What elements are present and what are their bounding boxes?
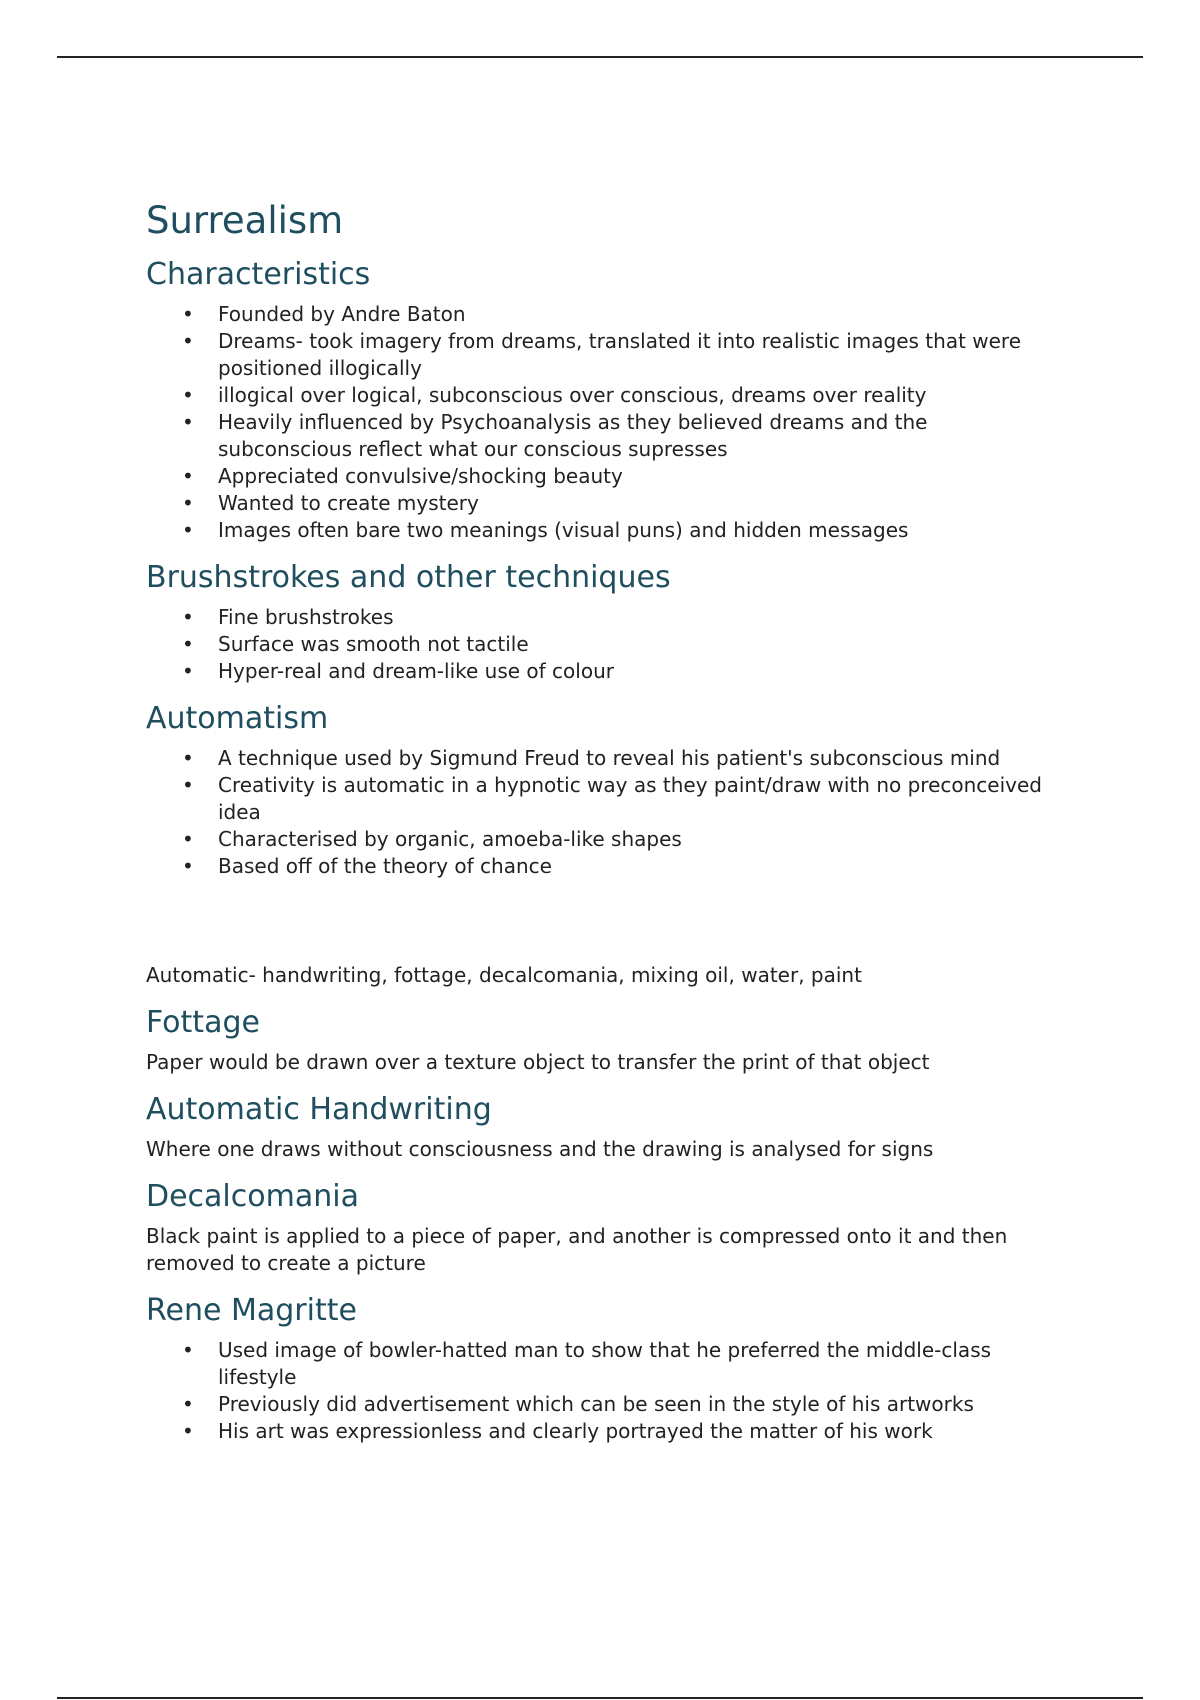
list-item: • His art was expressionless and clearly portrayed the matter of his work	[146, 1418, 1066, 1445]
section-automatic-handwriting	[146, 1092, 1066, 1163]
document-body	[146, 200, 1066, 1461]
section-heading: Fottage	[146, 1004, 260, 1040]
list-item: • Surface was smooth not tactile	[146, 631, 1066, 658]
list-item: • illogical over logical, subconscious over conscious, dreams over reality	[146, 382, 1066, 409]
list-item: • Images often bare two meanings (visual puns) and hidden messages	[146, 517, 1066, 544]
blank-space	[146, 896, 1066, 962]
list-item: • Creativity is automatic in a hypnotic way as they paint/draw with no preconceived idea	[146, 772, 1066, 826]
list-item: • Characterised by organic, amoeba-like shapes	[146, 826, 1066, 853]
list-item: • Previously did advertisement which can be seen in the style of his artworks	[146, 1391, 1066, 1418]
paragraph: Black paint is applied to a piece of paper, and another is compressed onto it and then removed to create a picture	[146, 1223, 1008, 1275]
section-heading: Brushstrokes and other techniques	[146, 559, 671, 595]
section-brushstrokes	[146, 560, 1066, 685]
bullet-list	[146, 301, 1066, 544]
bullet-list	[146, 604, 1066, 685]
footer-rule	[57, 1697, 1143, 1699]
bullet-list	[146, 745, 1066, 880]
section-decalcomania	[146, 1179, 1066, 1277]
section-automatism	[146, 701, 1066, 880]
section-fottage	[146, 1005, 1066, 1076]
list-item: • Wanted to create mystery	[146, 490, 1066, 517]
section-automatic-line	[146, 962, 1066, 989]
list-item: • Based off of the theory of chance	[146, 853, 1066, 880]
list-item: • Hyper-real and dream-like use of colour	[146, 658, 1066, 685]
section-heading: Automatic Handwriting	[146, 1091, 492, 1127]
list-item: • Fine brushstrokes	[146, 604, 1066, 631]
section-heading: Characteristics	[146, 256, 371, 292]
bullet-list	[146, 1337, 1066, 1445]
section-heading: Decalcomania	[146, 1178, 359, 1214]
list-item: • A technique used by Sigmund Freud to reveal his patient's subconscious mind	[146, 745, 1066, 772]
list-item: • Heavily influenced by Psychoanalysis as they believed dreams and the subconscious reflect what our conscious supresses	[146, 409, 1066, 463]
section-heading: Automatism	[146, 700, 329, 736]
paragraph: Automatic- handwriting, fottage, decalcomania, mixing oil, water, paint	[146, 962, 862, 987]
list-item: • Founded by Andre Baton	[146, 301, 1066, 328]
section-heading: Rene Magritte	[146, 1292, 357, 1328]
list-item: • Appreciated convulsive/shocking beauty	[146, 463, 1066, 490]
paragraph: Paper would be drawn over a texture object to transfer the print of that object	[146, 1049, 930, 1074]
section-rene-magritte	[146, 1293, 1066, 1445]
list-item: • Used image of bowler-hatted man to show that he preferred the middle-class lifestyle	[146, 1337, 1066, 1391]
section-characteristics	[146, 257, 1066, 544]
header-rule	[57, 56, 1143, 58]
page-title: Surrealism	[146, 199, 344, 242]
paragraph: Where one draws without consciousness and the drawing is analysed for signs	[146, 1136, 934, 1161]
list-item: • Dreams- took imagery from dreams, translated it into realistic images that were positioned illogically	[146, 328, 1066, 382]
